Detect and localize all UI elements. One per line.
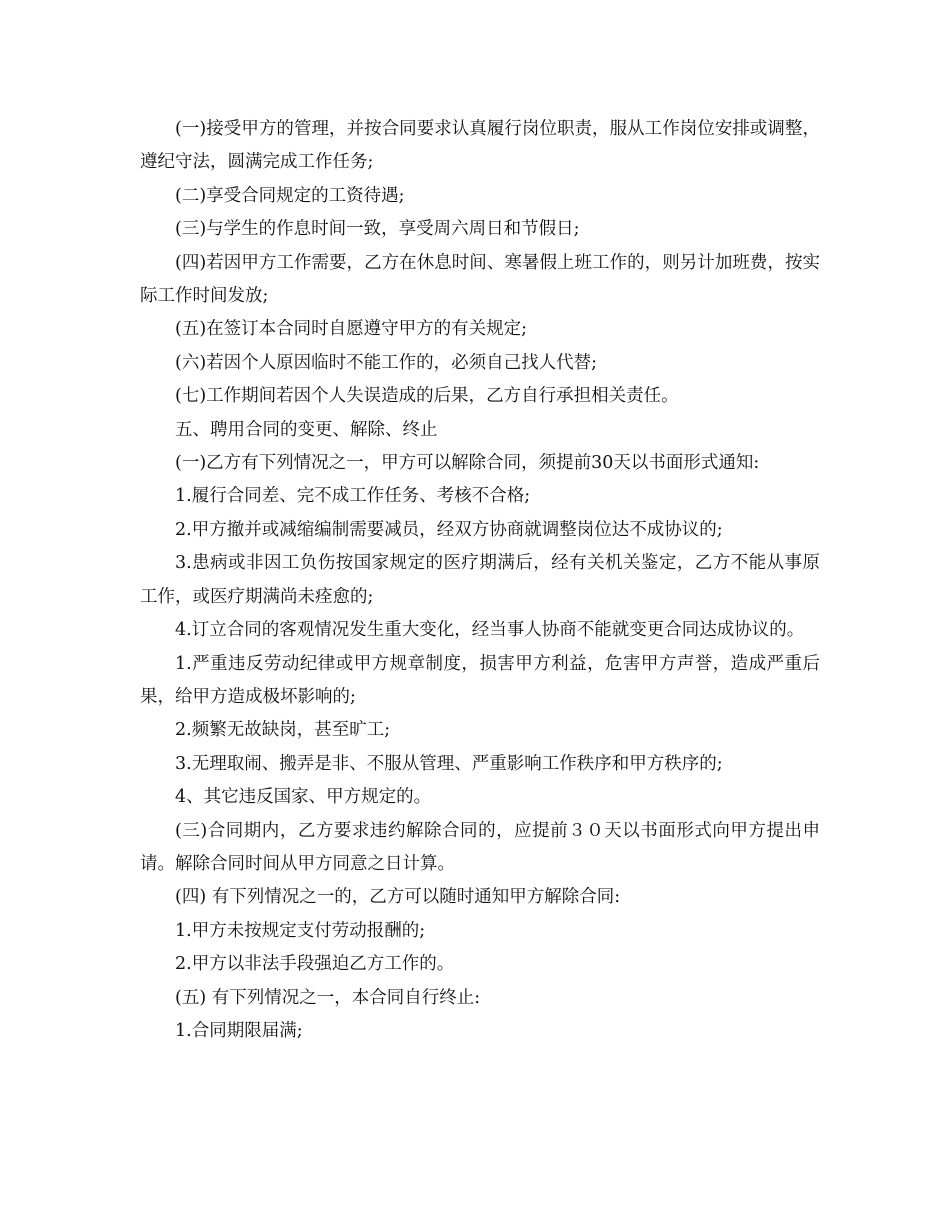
list-item: 1.严重违反劳动纪律或甲方规章制度，损害甲方利益，危害甲方声誉，造成严重后果，给甲方造成极坏影响的; bbox=[140, 653, 820, 707]
list-item: 2.甲方以非法手段强迫乙方工作的。 bbox=[175, 954, 455, 975]
clause-paragraph: (一)乙方有下列情况之一，甲方可以解除合同，须提前30天以书面形式通知: bbox=[175, 453, 760, 474]
clause-paragraph: (三)与学生的作息时间一致，享受周六周日和节假日; bbox=[175, 219, 580, 240]
section-heading: 五、聘用合同的变更、解除、终止 bbox=[175, 419, 438, 440]
clause-paragraph: (二)享受合同规定的工资待遇; bbox=[175, 185, 405, 206]
list-item: 2.频繁无故缺岗，甚至旷工; bbox=[175, 720, 391, 741]
list-item: 4、其它违反国家、甲方规定的。 bbox=[175, 787, 432, 808]
list-item: 1.合同期限届满; bbox=[175, 1020, 303, 1041]
clause-paragraph: (五)在签订本合同时自愿遵守甲方的有关规定; bbox=[175, 319, 528, 340]
list-item: 3.患病或非因工负伤按国家规定的医疗期满后，经有关机关鉴定，乙方不能从事原工作，或医疗期满尚未痊愈的; bbox=[140, 553, 820, 607]
clause-paragraph: (四)若因甲方工作需要，乙方在休息时间、寒暑假上班工作的，则另计加班费，按实际工作时间发放; bbox=[140, 252, 820, 307]
clause-paragraph: (一)接受甲方的管理，并按合同要求认真履行岗位职责，服从工作岗位安排或调整，遵纪守法，圆满完成工作任务; bbox=[140, 119, 820, 173]
clause-paragraph: (三)合同期内，乙方要求违约解除合同的，应提前３０天以书面形式向甲方提出申请。解除合同时间从甲方同意之日计算。 bbox=[140, 820, 820, 874]
list-item: 1.履行合同差、完不成工作任务、考核不合格; bbox=[175, 486, 531, 507]
list-item: 4.订立合同的客观情况发生重大变化，经当事人协商不能就变更合同达成协议的。 bbox=[175, 620, 805, 641]
list-item: 3.无理取闹、搬弄是非、不服从管理、严重影响工作秩序和甲方秩序的; bbox=[175, 753, 723, 774]
clause-paragraph: (六)若因个人原因临时不能工作的，必须自己找人代替; bbox=[175, 352, 598, 373]
list-item: 1.甲方未按规定支付劳动报酬的; bbox=[175, 920, 426, 941]
document-page bbox=[140, 113, 820, 1048]
clause-paragraph: (五) 有下列情况之一，本合同自行终止: bbox=[175, 987, 481, 1008]
list-item: 2.甲方撤并或减缩编制需要减员，经双方协商就调整岗位达不成协议的; bbox=[175, 519, 723, 540]
clause-paragraph: (七)工作期间若因个人失误造成的后果，乙方自行承担相关责任。 bbox=[175, 386, 679, 407]
clause-paragraph: (四) 有下列情况之一的，乙方可以随时通知甲方解除合同: bbox=[175, 887, 621, 908]
